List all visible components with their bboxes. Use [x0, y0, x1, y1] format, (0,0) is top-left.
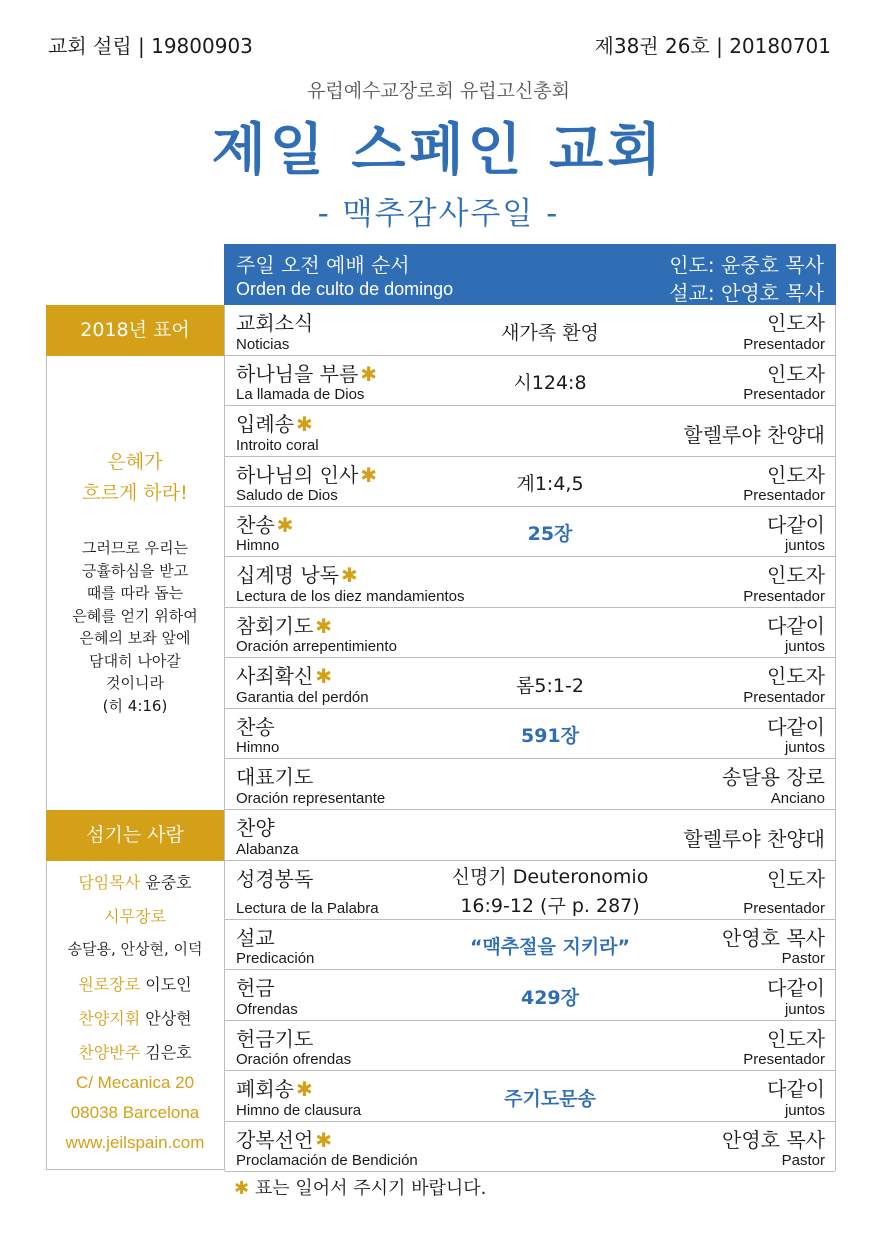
elders-role: 시무장로: [104, 907, 166, 926]
order-item-detail-2: 16:9-12 (구 p. 287): [460, 895, 640, 917]
order-item-es: Himno de clausura: [236, 1102, 362, 1119]
accompanist: [46, 1040, 224, 1063]
preacher-label: 설교: 안영호 목사: [669, 281, 824, 305]
order-row: [225, 557, 835, 608]
order-row: [225, 608, 835, 658]
order-item-detail: 주기도문송: [504, 1088, 596, 1110]
order-item-detail: “맥추절을 지키라”: [469, 936, 631, 958]
order-item-person: 다같이: [767, 976, 825, 1000]
verse-line: 담대히 나아갈: [89, 651, 181, 670]
order-item-ko-text: 참회기도: [236, 614, 314, 638]
order-item-es: Lectura de la Palabra: [236, 900, 379, 917]
order-item-role-es: Presentador: [743, 588, 825, 605]
order-item-person: 인도자: [767, 1027, 825, 1051]
order-item-ko: [236, 812, 275, 841]
verse-line: 은혜를 얻기 위하여: [72, 606, 198, 625]
order-title-ko: 주일 오전 예배 순서: [236, 253, 410, 277]
order-item-ko-text: 헌금기도: [236, 1027, 314, 1051]
order-item-ko-text: 입례송: [236, 412, 294, 436]
order-item-role-es: Presentador: [743, 386, 825, 403]
order-row: [225, 305, 835, 356]
standing-note-text: 표는 일어서 주시기 바랍니다.: [254, 1178, 487, 1199]
verse-line: 은혜의 보좌 앞에: [79, 629, 191, 647]
order-item-role-es: juntos: [784, 1102, 825, 1119]
emeritus-role: 원로장로: [78, 975, 141, 994]
order-row: [225, 1071, 835, 1122]
order-row: [225, 861, 835, 920]
standing-star-icon: ✱: [360, 362, 378, 386]
order-item-es: Oración representante: [236, 790, 386, 807]
order-row: [225, 759, 835, 810]
senior-pastor: [46, 870, 224, 893]
order-item-detail: 계1:4,5: [516, 473, 584, 495]
church-title: 제일 스페인 교회: [211, 118, 666, 183]
order-item-detail: 롬5:1-2: [516, 675, 584, 697]
order-row: [225, 457, 835, 507]
choir-leader-role: 찬양지휘: [78, 1009, 141, 1028]
order-item-detail: 신명기 Deuteronomio: [451, 866, 649, 888]
order-item-ko: [236, 610, 332, 639]
verse-line: 때를 따라 돕는: [86, 584, 184, 602]
choir-leader: [46, 1006, 224, 1029]
order-item-es: Garantia del perdón: [236, 689, 369, 706]
accompanist-name: 김은호: [145, 1043, 192, 1062]
order-item-es: Ofrendas: [236, 1001, 298, 1018]
order-item-ko-text: 하나님을 부름: [236, 362, 359, 386]
order-item-role-es: Presentador: [743, 336, 825, 353]
order-item-es: Oración arrepentimiento: [236, 638, 397, 655]
order-item-role-es: Presentador: [743, 487, 825, 504]
order-item-ko-text: 하나님의 인사: [236, 463, 359, 487]
order-item-es: Oración ofrendas: [236, 1051, 352, 1068]
verse-line: 긍휼하심을 받고: [81, 561, 189, 580]
order-item-detail: 429장: [520, 987, 579, 1009]
order-item-es: Lectura de los diez mandamientos: [236, 588, 465, 605]
order-header-bar: [224, 244, 836, 305]
order-item-role-es: Pastor: [781, 950, 825, 967]
verse-line: 그러므로 우리는: [81, 539, 189, 557]
order-row: [225, 507, 835, 557]
order-item-role-es: juntos: [784, 739, 825, 756]
order-item-ko-text: 폐회송: [236, 1077, 294, 1101]
order-of-worship: [224, 305, 836, 1171]
verse-line: 것이니라: [106, 674, 164, 692]
order-row: [225, 920, 835, 970]
order-item-ko-text: 설교: [236, 926, 275, 950]
order-row: [225, 970, 835, 1021]
order-item-role-es: juntos: [784, 1001, 825, 1018]
order-item-person: 인도자: [767, 664, 825, 688]
order-title-es: Orden de culto de domingo: [236, 279, 454, 299]
service-subtitle: - 맥추감사주일 -: [317, 196, 560, 232]
motto-line-2: 흐르게 하라!: [82, 482, 188, 504]
order-item-role-es: Presentador: [743, 1051, 825, 1068]
verse-reference: (히 4:16): [102, 696, 168, 715]
order-item-role-es: Pastor: [781, 1152, 825, 1169]
order-item-person: 인도자: [767, 563, 825, 587]
order-item-ko-text: 헌금: [236, 976, 275, 1000]
servants-list: [46, 870, 224, 1170]
order-item-ko-text: 찬양: [236, 816, 275, 840]
standing-star-icon: ✱: [295, 1077, 313, 1101]
order-item-detail: 시124:8: [513, 372, 587, 394]
motto-verse: [52, 537, 218, 717]
order-item-es: Predicación: [236, 950, 315, 967]
order-item-es: Alabanza: [236, 841, 299, 858]
order-item-role-es: juntos: [784, 638, 825, 655]
order-item-role-es: Anciano: [770, 790, 825, 807]
standing-star-icon: ✱: [295, 412, 313, 436]
order-item-ko: [236, 559, 358, 588]
choir-leader-name: 안상현: [145, 1009, 192, 1028]
order-row: [225, 1021, 835, 1071]
founding-date: 교회 설립 | 19800903: [48, 34, 253, 58]
order-item-person: 인도자: [767, 463, 825, 487]
standing-star-icon: ✱: [315, 664, 333, 688]
standing-star-icon: ✱: [360, 463, 378, 487]
order-item-ko: [236, 761, 313, 790]
order-item-person: 다같이: [767, 614, 825, 638]
order-item-detail: 25장: [527, 523, 573, 545]
motto-line-1: 은혜가: [107, 451, 163, 473]
order-item-es: La llamada de Dios: [236, 386, 365, 403]
order-row: [225, 406, 835, 457]
order-item-person: 인도자: [767, 867, 825, 891]
order-item-ko-text: 강복선언: [236, 1128, 314, 1152]
order-item-ko-text: 사죄확신: [236, 664, 314, 688]
order-item-ko: [236, 1023, 313, 1052]
order-item-detail: 새가족 환영: [501, 322, 599, 344]
standing-star-icon: ✱: [315, 1128, 333, 1152]
order-item-ko-text: 찬송: [236, 715, 275, 739]
emeritus-elder: [46, 972, 224, 995]
order-item-es: Himno: [236, 739, 280, 756]
accompanist-role: 찬양반주: [78, 1043, 141, 1062]
order-item-person: 송달용 장로: [722, 765, 825, 789]
order-row: [225, 709, 835, 759]
order-item-person: 다같이: [767, 1077, 825, 1101]
order-item-role-es: Presentador: [743, 900, 825, 917]
order-item-person: 다같이: [767, 715, 825, 739]
elders-names: 송달용, 안상현, 이덕: [67, 940, 203, 958]
address-line-2: 08038 Barcelona: [70, 1103, 200, 1122]
volume-issue: 제38권 26호 | 20180701: [594, 34, 831, 58]
order-item-es: Himno: [236, 537, 280, 554]
order-item-es: Noticias: [236, 336, 290, 353]
order-item-person: 안영호 목사: [722, 926, 825, 950]
order-item-ko: [236, 408, 313, 437]
address-line-1: C/ Mecanica 20: [75, 1073, 195, 1092]
emeritus-name: 이도인: [145, 975, 192, 994]
federation-name: 유럽예수교장로회 유럽고신총회: [307, 80, 570, 102]
senior-pastor-name: 윤중호: [145, 873, 192, 892]
website-link[interactable]: www.jeilspain.com: [65, 1133, 205, 1152]
order-item-es: Proclamación de Bendición: [236, 1152, 418, 1169]
order-item-ko-text: 대표기도: [236, 765, 314, 789]
order-item-person: 할렐루야 찬양대: [683, 827, 825, 851]
standing-note: [234, 1174, 486, 1200]
order-item-role-es: Presentador: [743, 689, 825, 706]
order-item-ko: [236, 1124, 332, 1153]
motto-heading: 2018년 표어: [46, 305, 224, 356]
order-item-detail: 591장: [520, 725, 579, 747]
order-item-person: 인도자: [767, 362, 825, 386]
order-item-person: 인도자: [767, 311, 825, 335]
order-row: [225, 1122, 835, 1172]
leader-label: 인도: 윤중호 목사: [669, 253, 824, 277]
order-item-ko-text: 성경봉독: [236, 867, 314, 891]
order-item-es: Introito coral: [236, 437, 319, 454]
order-item-role-es: juntos: [784, 537, 825, 554]
order-row: [225, 658, 835, 709]
order-item-ko-text: 십계명 낭독: [236, 563, 339, 587]
order-item-person: 다같이: [767, 513, 825, 537]
order-item-ko-text: 찬송: [236, 513, 275, 537]
order-row: [225, 356, 835, 406]
standing-star-icon: ✱: [276, 513, 294, 537]
standing-star-icon: ✱: [340, 563, 358, 587]
order-item-person: 할렐루야 찬양대: [683, 423, 825, 447]
standing-star-icon: ✱: [315, 614, 333, 638]
servants-heading: 섬기는 사람: [46, 810, 224, 861]
star-icon: ✱: [234, 1178, 250, 1199]
order-item-ko-text: 교회소식: [236, 311, 314, 335]
senior-pastor-role: 담임목사: [78, 873, 141, 892]
order-item-person: 안영호 목사: [722, 1128, 825, 1152]
order-item-es: Saludo de Dios: [236, 487, 338, 504]
order-row: [225, 810, 835, 861]
